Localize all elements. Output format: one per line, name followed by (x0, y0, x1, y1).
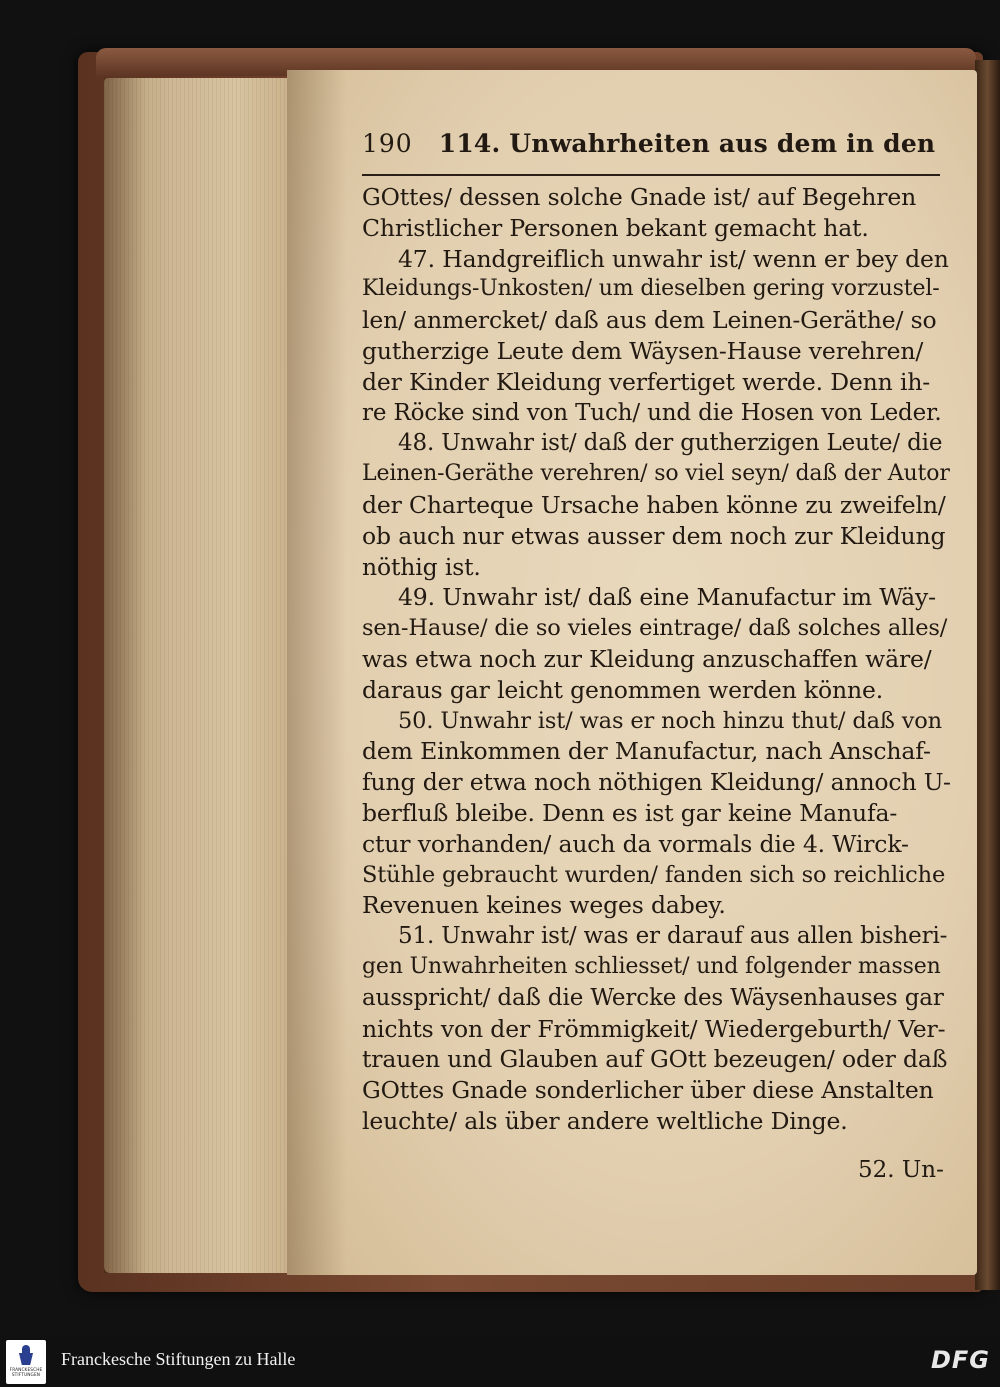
text-line: 49. Unwahr ist/ daß eine Manufactur im Wäy- (398, 583, 936, 612)
organization-name: Franckesche Stiftungen zu Halle (61, 1349, 296, 1369)
logo-caption: FRANCKESCHE STIFTUNGEN (9, 1368, 43, 1378)
dfg-logo[interactable]: DFG (930, 1346, 990, 1374)
text-line: ausspricht/ daß die Wercke des Wäysenhauses gar (362, 984, 944, 1011)
viewer-footer (0, 1336, 1000, 1387)
text-line: 51. Unwahr ist/ was er darauf aus allen bisheri- (398, 923, 948, 950)
text-line: Revenuen keines weges dabey. (362, 891, 726, 920)
franckesche-stiftungen-logo[interactable] (6, 1340, 46, 1384)
text-line: der Kinder Kleidung verfertiget werde. Denn ih- (362, 367, 931, 396)
text-line: Christlicher Personen bekant gemacht hat. (362, 213, 869, 242)
text-line: ob auch nur etwas ausser dem noch zur Kleidung (362, 521, 946, 550)
pelican-emblem-icon (19, 1345, 33, 1365)
page-header (362, 126, 948, 166)
catchword: 52. Un- (858, 1157, 944, 1183)
text-line: len/ anmercket/ daß aus dem Leinen-Geräthe/ so (362, 306, 937, 335)
text-line: daraus gar leicht genommen werden könne. (362, 675, 884, 704)
body-text (362, 182, 951, 1137)
header-rule (362, 174, 940, 176)
text-line: nichts von der Frömmigkeit/ Wiedergeburth/ Ver- (362, 1014, 946, 1043)
text-line: gen Unwahrheiten schliesset/ und folgender massen (362, 953, 941, 979)
page-number: 190 (362, 129, 413, 158)
running-title: 114. Unwahrheiten aus dem in den (438, 129, 936, 158)
text-line: ctur vorhanden/ auch da vormals die 4. Wirck- (362, 829, 909, 858)
text-line: dem Einkommen der Manufactur, nach Anschaf- (362, 737, 931, 766)
text-line: 47. Handgreiflich unwahr ist/ wenn er bey den (398, 244, 949, 273)
text-line: GOttes Gnade sonderlicher über diese Anstalten (362, 1076, 934, 1105)
text-line: 48. Unwahr ist/ daß der gutherzigen Leute/ die (398, 430, 943, 457)
text-line: trauen und Glauben auf GOtt bezeugen/ oder daß (362, 1045, 948, 1074)
text-line: sen-Hause/ die so vieles eintrage/ daß solches alles/ (362, 615, 948, 642)
text-line: berfluß bleibe. Denn es ist gar keine Manufa- (362, 798, 898, 827)
text-line: leuchte/ als über andere weltliche Dinge. (362, 1106, 848, 1135)
text-line: 50. Unwahr ist/ was er noch hinzu thut/ daß von (398, 707, 943, 734)
page-edges (104, 78, 294, 1273)
text-line: GOttes/ dessen solche Gnade ist/ auf Begehren (362, 183, 917, 211)
text-line: was etwa noch zur Kleidung anzuschaffen wäre/ (362, 644, 932, 673)
page-text-block (362, 126, 951, 1137)
text-line: Leinen-Geräthe verehren/ so viel seyn/ daß der Autor (362, 461, 950, 487)
facing-page-edge (975, 60, 1000, 1290)
text-line: fung der etwa noch nöthigen Kleidung/ annoch U- (362, 768, 951, 797)
text-line: der Charteque Ursache haben könne zu zweifeln/ (362, 490, 946, 519)
text-line: Kleidungs-Unkosten/ um dieselben gering vorzustel- (362, 276, 940, 302)
text-line: Stühle gebraucht wurden/ fanden sich so reichliche (362, 861, 946, 888)
text-line: nöthig ist. (362, 552, 481, 581)
text-line: gutherzige Leute dem Wäysen-Hause verehren/ (362, 336, 924, 365)
text-line: re Röcke sind von Tuch/ und die Hosen von Leder. (362, 399, 942, 426)
